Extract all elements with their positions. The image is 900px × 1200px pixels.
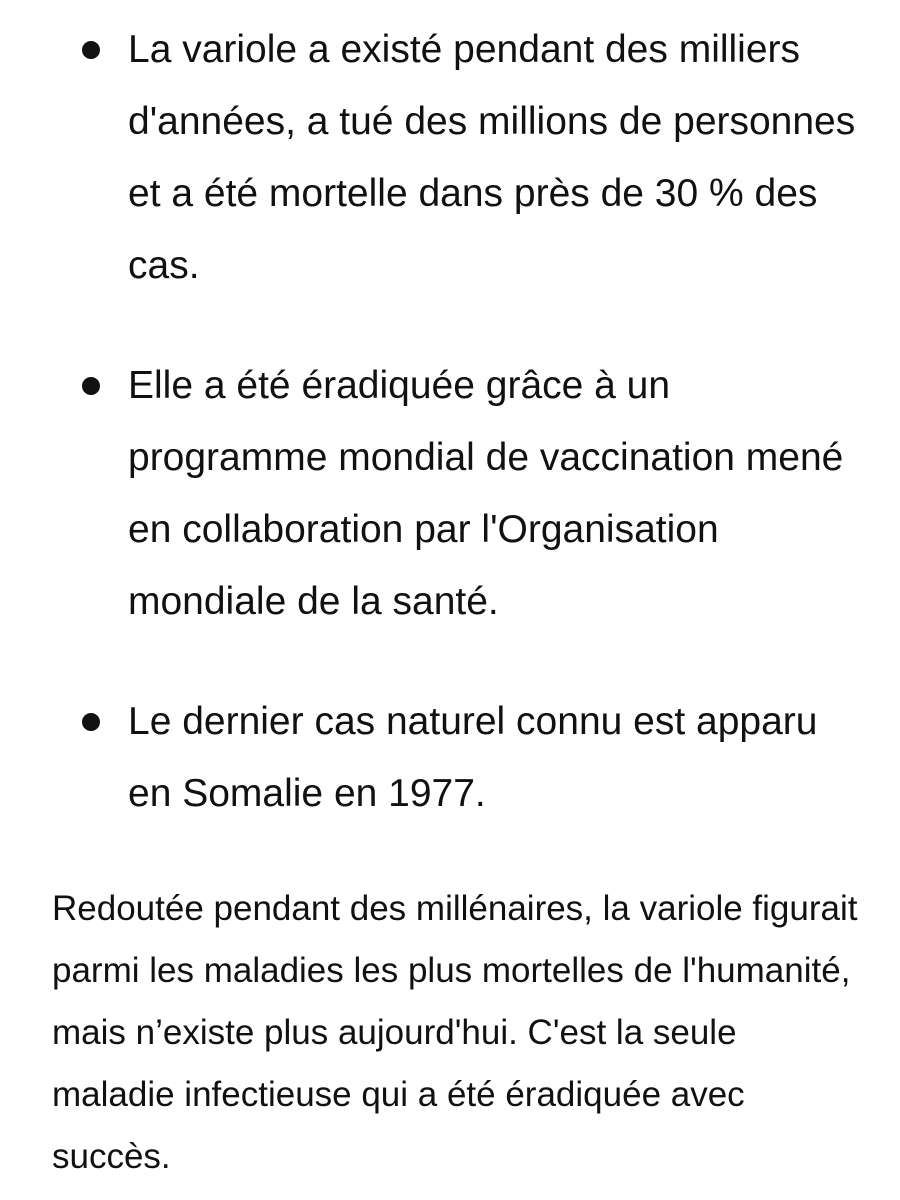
summary-paragraph: Redoutée pendant des millénaires, la variole figurait parmi les maladies les plus mortelles de l'humanité, mais n’existe plus aujourd'hui. C'est la seule maladie infectieuse qui a été éradiquée avec succès. [52,889,858,1176]
list-item-text: La variole a existé pendant des milliers d'années, a tué des millions de personnes et a été mortelle dans près de 30 % des cas. [128,28,856,287]
bullet-icon [82,41,100,59]
list-item-text: Le dernier cas naturel connu est apparu en Somalie en 1977. [128,700,818,815]
list-item [0,686,900,830]
list-item [0,350,900,638]
list-item [0,14,900,302]
list-item-text: Elle a été éradiquée grâce à un programme mondial de vaccination mené en collaboration par l'Organisation mondiale de la santé. [128,364,844,623]
bullet-icon [82,377,100,395]
bullet-icon [82,713,100,731]
key-facts-list [0,14,900,830]
